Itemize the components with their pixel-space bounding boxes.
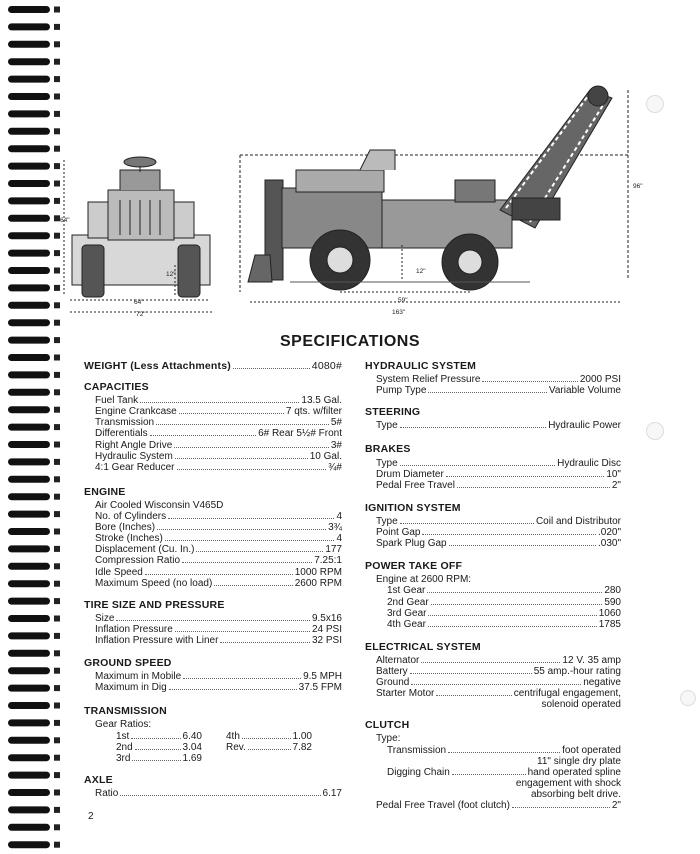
clutch-digging-continuation-1: engagement with shock	[515, 777, 621, 789]
spec-row: No. of Cylinders 4	[95, 511, 342, 523]
binding-hole	[54, 7, 60, 13]
binding-coil	[8, 772, 50, 779]
binding-coil	[8, 110, 50, 117]
tire-heading: TIRE SIZE AND PRESSURE	[84, 598, 225, 611]
binding-hole	[54, 355, 60, 361]
binding-coil	[8, 371, 50, 378]
page-title: SPECIFICATIONS	[279, 333, 421, 350]
binding-coil	[8, 319, 50, 326]
spec-row: Starter Motor centrifugal engagement,	[376, 688, 621, 700]
binding-hole	[54, 790, 60, 796]
binding-coil	[8, 528, 50, 535]
binding-hole	[54, 511, 60, 517]
binding-hole	[54, 581, 60, 587]
binding-coil	[8, 284, 50, 291]
binding-coil	[8, 824, 50, 831]
left-spec-column	[84, 361, 342, 799]
spec-row: Right Angle Drive 3#	[95, 439, 342, 451]
spec-row: Size 9.5x16	[95, 612, 342, 624]
side-view-drawing	[240, 86, 630, 302]
spec-row: Point Gap .020"	[376, 527, 621, 539]
gear-row: 1st 6.40	[116, 730, 202, 742]
binding-coil	[8, 41, 50, 48]
binding-hole	[54, 389, 60, 395]
binding-hole	[54, 24, 60, 30]
binding-coil	[8, 424, 50, 431]
spec-row: 2nd Gear 590	[387, 596, 621, 608]
clutch-digging-continuation-2: absorbing belt drive.	[530, 788, 621, 800]
brakes-heading: BRAKES	[365, 443, 411, 456]
spec-row: Displacement (Cu. In.) 177	[95, 544, 342, 556]
binding-coil	[8, 6, 50, 13]
spec-row: Type Coil and Distributor	[376, 515, 621, 527]
clutch-heading: CLUTCH	[365, 719, 410, 732]
binding-coil	[8, 267, 50, 274]
binding-coil	[8, 632, 50, 639]
spec-row: Ratio 6.17	[95, 787, 342, 799]
dim-track-front: 64"	[134, 299, 144, 306]
binding-coil	[8, 580, 50, 587]
clutch-type-label: Type:	[376, 733, 401, 745]
punch-hole	[680, 690, 696, 706]
gear-ratios-label: Gear Ratios:	[95, 719, 152, 731]
binding-hole	[54, 824, 60, 830]
spec-row: Idle Speed 1000 RPM	[95, 566, 342, 578]
ignition-heading: IGNITION SYSTEM	[365, 501, 461, 514]
gear-row: 2nd 3.04	[116, 741, 202, 753]
spec-row: Differentials 6# Rear 5½# Front	[95, 428, 342, 440]
binding-hole	[54, 442, 60, 448]
spec-row: Hydraulic System 10 Gal.	[95, 450, 342, 462]
binding-hole	[54, 459, 60, 465]
spec-row: Type Hydraulic Disc	[376, 457, 621, 469]
binding-coil	[8, 441, 50, 448]
binding-coil	[8, 354, 50, 361]
steering-heading: STEERING	[365, 406, 421, 419]
binding-coil	[8, 58, 50, 65]
binding-hole	[54, 807, 60, 813]
binding-hole	[54, 563, 60, 569]
spec-row: Stroke (Inches) 4	[95, 533, 342, 545]
spec-row: System Relief Pressure 2000 PSI	[376, 374, 621, 386]
spec-row: Bore (Inches) 3¾	[95, 522, 342, 534]
binding-hole	[54, 372, 60, 378]
pto-heading: POWER TAKE OFF	[365, 560, 463, 573]
binding-hole	[54, 616, 60, 622]
binding-coil	[8, 754, 50, 761]
ground-speed-heading: GROUND SPEED	[84, 657, 172, 670]
spec-row: Maximum Speed (no load) 2600 RPM	[95, 577, 342, 589]
binding-coil	[8, 180, 50, 187]
binding-hole	[54, 720, 60, 726]
binding-coil	[8, 23, 50, 30]
binding-coil	[8, 232, 50, 239]
binding-coil	[8, 389, 50, 396]
engine-subtitle: Air Cooled Wisconsin V465D	[95, 499, 224, 511]
dim-ground-side: 12"	[416, 268, 426, 275]
binding-coil	[8, 545, 50, 552]
binding-coil	[8, 493, 50, 500]
weight-row: WEIGHT (Less Attachments) 4080#	[84, 360, 342, 372]
spec-row: Transmission foot operated	[387, 744, 621, 756]
gear-ratio-grid	[84, 731, 342, 764]
spec-row: Spark Plug Gap .030"	[376, 538, 621, 550]
engine-heading: ENGINE	[84, 485, 126, 498]
capacities-rows	[84, 395, 342, 473]
spec-row: Battery 55 amp.-hour rating	[376, 665, 621, 677]
spec-row: Drum Diameter 10"	[376, 468, 621, 480]
binding-hole	[54, 41, 60, 47]
gear-row: 3rd 1.69	[116, 752, 202, 764]
starter-continuation: solenoid operated	[541, 699, 621, 711]
spec-row: Transmission 5#	[95, 417, 342, 429]
binding-hole	[54, 59, 60, 65]
binding-hole	[54, 633, 60, 639]
binding-coil	[8, 598, 50, 605]
binding-coil	[8, 789, 50, 796]
binding-coil	[8, 702, 50, 709]
gear-row: 4th 1.00	[226, 730, 312, 742]
binding-coil	[8, 615, 50, 622]
binding-coil	[8, 685, 50, 692]
binding-hole	[54, 668, 60, 674]
clutch-transmission-continuation: 11" single dry plate	[537, 755, 621, 767]
spec-row: 1st Gear 280	[387, 585, 621, 597]
binding-hole	[54, 772, 60, 778]
trencher-dimension-drawing	[60, 70, 690, 330]
binding-coil	[8, 667, 50, 674]
transmission-heading: TRANSMISSION	[84, 705, 167, 718]
binding-coil	[8, 841, 50, 848]
spiral-binding	[0, 0, 62, 854]
binding-hole	[54, 703, 60, 709]
spec-row: 3rd Gear 1060	[387, 607, 621, 619]
spec-row: Pedal Free Travel (foot clutch) 2"	[376, 800, 621, 811]
binding-coil	[8, 511, 50, 518]
binding-hole	[54, 737, 60, 743]
binding-hole	[54, 546, 60, 552]
binding-coil	[8, 719, 50, 726]
spec-row: Inflation Pressure with Liner 32 PSI	[95, 634, 342, 646]
spec-row: Pump Type Variable Volume	[376, 385, 621, 397]
binding-coil	[8, 806, 50, 813]
axle-heading: AXLE	[84, 773, 113, 786]
binding-coil	[8, 197, 50, 204]
spec-row: Inflation Pressure 24 PSI	[95, 623, 342, 635]
binding-coil	[8, 458, 50, 465]
spec-row: Compression Ratio 7.25:1	[95, 555, 342, 567]
binding-hole	[54, 755, 60, 761]
dim-width-front: 72"	[136, 311, 146, 318]
binding-coil	[8, 128, 50, 135]
spec-row: Maximum in Dig 37.5 FPM	[95, 682, 342, 694]
binding-coil	[8, 145, 50, 152]
binding-hole	[54, 598, 60, 604]
binding-hole	[54, 424, 60, 430]
binding-coil	[8, 737, 50, 744]
binding-coil	[8, 250, 50, 257]
binding-hole	[54, 529, 60, 535]
binding-coil	[8, 93, 50, 100]
binding-hole	[54, 407, 60, 413]
spec-row: Ground negative	[376, 677, 621, 689]
binding-hole	[54, 476, 60, 482]
spec-row: Maximum in Mobile 9.5 MPH	[95, 671, 342, 683]
dim-wheelbase: 59"	[398, 297, 408, 304]
right-spec-column	[365, 361, 621, 811]
spec-row: Engine Crankcase 7 qts. w/filter	[95, 406, 342, 418]
hydraulic-heading: HYDRAULIC SYSTEM	[365, 360, 477, 372]
spec-row: Digging Chain hand operated spline	[387, 766, 621, 778]
binding-hole	[54, 494, 60, 500]
spec-row: 4th Gear 1785	[387, 618, 621, 630]
front-view-drawing	[64, 157, 212, 312]
spec-row: Type Hydraulic Power	[376, 420, 621, 432]
spec-row: Alternator 12 V. 35 amp	[376, 654, 621, 666]
pto-subtitle: Engine at 2600 RPM:	[376, 574, 472, 586]
spec-row: 4:1 Gear Reducer ¾#	[95, 461, 342, 473]
capacities-heading: CAPACITIES	[84, 381, 149, 394]
binding-hole	[54, 842, 60, 848]
binding-coil	[8, 563, 50, 570]
electrical-heading: ELECTRICAL SYSTEM	[365, 640, 481, 653]
binding-coil	[8, 650, 50, 657]
dim-height-front: 64"	[60, 217, 70, 224]
dim-length: 163"	[392, 309, 406, 316]
spec-row: Pedal Free Travel 2"	[376, 479, 621, 491]
binding-coil	[8, 76, 50, 83]
binding-coil	[8, 215, 50, 222]
binding-coil	[8, 163, 50, 170]
page-number: 2	[88, 811, 94, 822]
dim-ground-front: 12"	[166, 271, 176, 278]
spec-row: Fuel Tank 13.5 Gal.	[95, 395, 342, 407]
binding-coil	[8, 406, 50, 413]
binding-coil	[8, 476, 50, 483]
binding-hole	[54, 650, 60, 656]
binding-hole	[54, 685, 60, 691]
punch-hole	[646, 422, 664, 440]
gear-row: Rev. 7.82	[226, 741, 312, 753]
binding-coil	[8, 302, 50, 309]
dim-height-side: 96"	[633, 183, 643, 190]
